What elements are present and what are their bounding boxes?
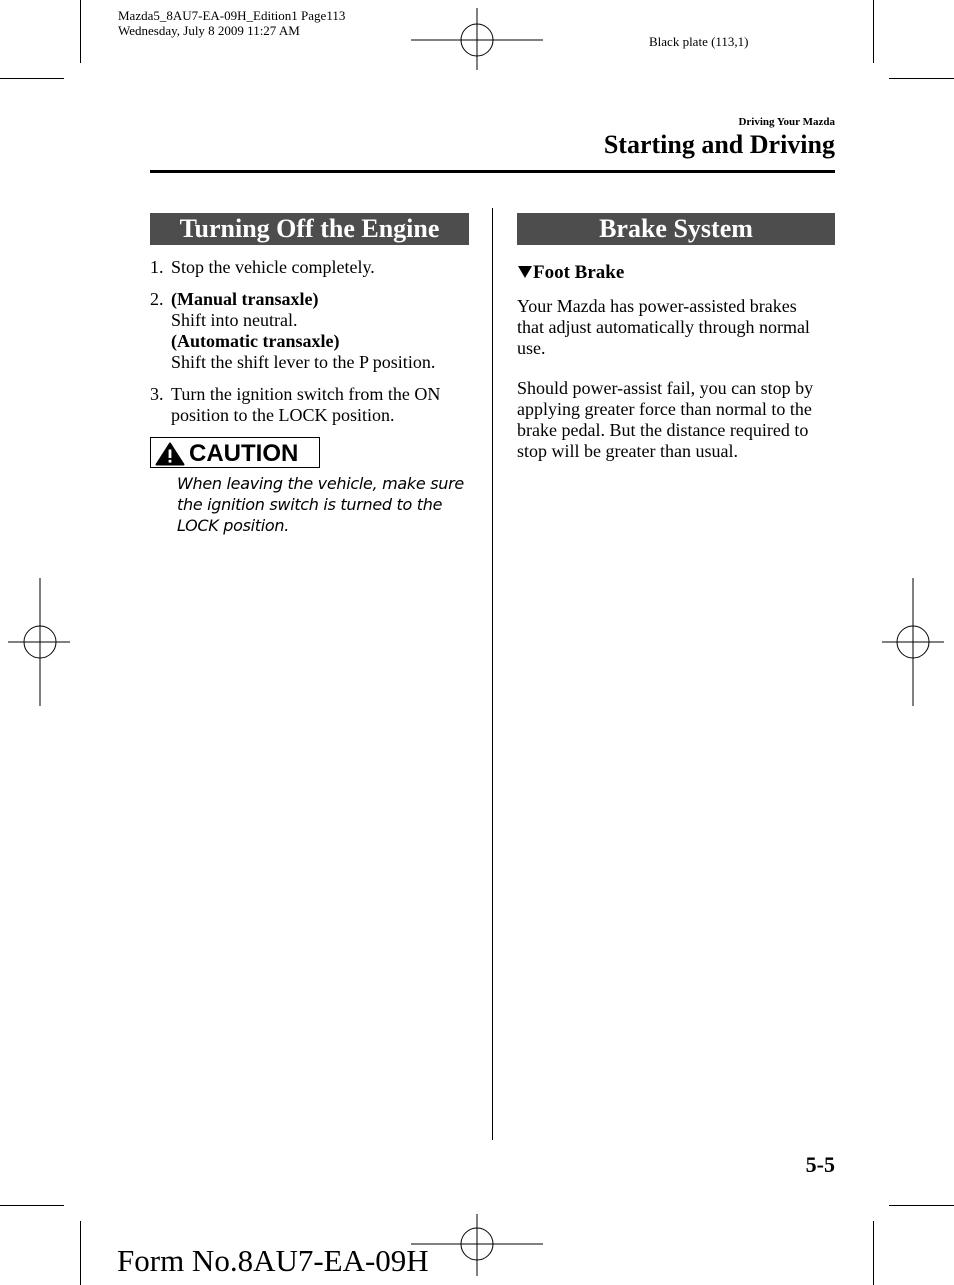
paragraph: [517, 296, 837, 359]
manual-label: (Manual transaxle): [171, 289, 319, 309]
column-divider: [492, 208, 493, 1140]
registration-mark-bottom: [411, 1214, 543, 1276]
print-meta-line2: Wednesday, July 8 2009 11:27 AM: [118, 23, 300, 38]
caution-line: When leaving the vehicle, make sure: [177, 474, 464, 493]
caution-label-box: [150, 437, 320, 468]
paragraph: [517, 378, 837, 462]
automatic-label: (Automatic transaxle): [171, 331, 340, 351]
foot-brake-subhead: [517, 262, 624, 284]
header-rule: [150, 170, 835, 173]
page-number: 5-5: [805, 1152, 835, 1177]
registration-mark-left: [8, 578, 70, 706]
caution-line: the ignition switch is turned to the: [177, 495, 443, 514]
form-number: Form No.8AU7-EA-09H: [117, 1243, 429, 1278]
print-meta: [118, 8, 345, 38]
step-number: 1.: [150, 257, 164, 277]
paragraph-line: use.: [517, 338, 546, 358]
caution-text: [177, 473, 477, 536]
manual-text: Shift into neutral.: [171, 310, 298, 330]
right-section-banner: Brake System: [517, 213, 835, 245]
registration-mark-top: [411, 8, 543, 70]
registration-mark-right: [882, 578, 944, 706]
paragraph-line: that adjust automatically through normal: [517, 317, 810, 337]
plate-label: Black plate (113,1): [649, 34, 749, 49]
left-section-banner: Turning Off the Engine: [150, 213, 469, 245]
caution-label: CAUTION: [189, 440, 299, 467]
print-meta-line1: Mazda5_8AU7-EA-09H_Edition1 Page113: [118, 8, 346, 23]
list-item: [150, 257, 470, 278]
step-number: 3.: [150, 384, 164, 404]
subhead-text: Foot Brake: [533, 262, 625, 283]
paragraph-line: Your Mazda has power-assisted brakes: [517, 296, 797, 316]
automatic-text: Shift the shift lever to the P position.: [171, 352, 436, 372]
paragraph-line: Should power-assist fail, you can stop by: [517, 378, 814, 398]
paragraph-line: applying greater force than normal to the: [517, 399, 812, 419]
step-text: Stop the vehicle completely.: [171, 257, 375, 277]
warning-triangle-icon: [155, 442, 185, 466]
step-text: Turn the ignition switch from the ON position to the LOCK position.: [171, 384, 441, 425]
step-number: 2.: [150, 289, 164, 309]
list-item: [150, 289, 470, 373]
section-title: Starting and Driving: [603, 130, 835, 159]
paragraph-line: stop will be greater than usual.: [517, 441, 738, 461]
shutdown-steps: [150, 257, 470, 437]
paragraph-line: brake pedal. But the distance required to: [517, 420, 809, 440]
chapter-title: Driving Your Mazda: [738, 116, 835, 128]
down-triangle-icon: [517, 265, 533, 279]
caution-line: LOCK position.: [177, 516, 290, 535]
list-item: [150, 384, 470, 426]
